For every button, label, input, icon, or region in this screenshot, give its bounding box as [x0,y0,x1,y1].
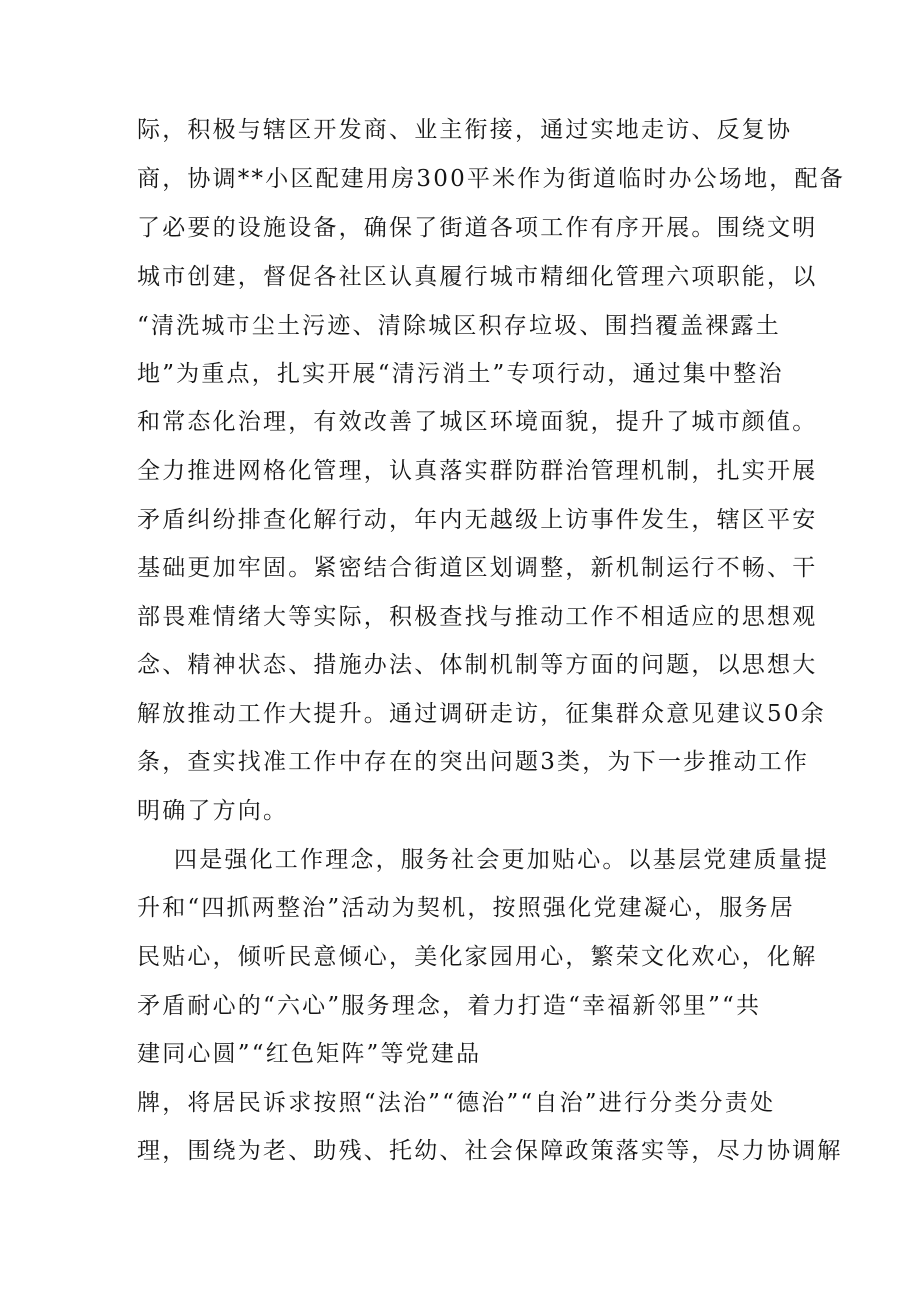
text-line: 升和“四抓两整治”活动为契机，按照强化党建凝心，服务居 [137,895,795,921]
text-line: 基础更加牢固。紧密结合街道区划调整，新机制运行不畅、干 [137,555,818,581]
text-line: 念、精神状态、措施办法、体制机制等方面的问题，以思想大 [137,652,818,678]
text-line: 矛盾耐心的“六心”服务理念，着力打造“幸福新邻里”“共 [137,993,762,1019]
text-line: 商，协调**小区配建用房300平米作为街道临时办公场地，配备 [137,166,845,192]
text-line: 建同心圆”“红色矩阵”等党建品 [137,1041,482,1067]
text-line: 了必要的设施设备，确保了街道各项工作有序开展。围绕文明 [137,215,818,241]
text-line: 解放推动工作大提升。通过调研走访，征集群众意见建议50余 [137,701,826,727]
text-line: “清洗城市尘土污迹、清除城区积存垃圾、围挡覆盖裸露土 [137,313,781,339]
text-line: 际，积极与辖区开发商、业主衔接，通过实地走访、反复协 [137,117,793,143]
text-line: 理，围绕为老、助残、托幼、社会保障政策落实等，尽力协调解 [137,1138,843,1164]
text-line: 全力推进网格化管理，认真落实群防群治管理机制，扎实开展 [137,458,818,484]
text-line: 民贴心，倾听民意倾心，美化家园用心，繁荣文化欢心，化解 [137,944,818,970]
text-line: 地”为重点，扎实开展“清污消土”专项行动，通过集中整治 [137,361,784,387]
text-line: 牌，将居民诉求按照“法治”“德治”“自治”进行分类分责处 [137,1090,776,1116]
text-line: 明确了方向。 [137,798,289,824]
paragraph-start-line: 四是强化工作理念，服务社会更加贴心。以基层党建质量提 [174,847,830,873]
text-line: 城市创建，督促各社区认真履行城市精细化管理六项职能，以 [137,264,818,290]
text-line: 部畏难情绪大等实际，积极查找与推动工作不相适应的思想观 [137,604,818,630]
text-line: 和常态化治理，有效改善了城区环境面貌，提升了城市颜值。 [137,409,818,435]
text-line: 条，查实找准工作中存在的突出问题3类，为下一步推动工作 [137,749,810,775]
text-line: 矛盾纠纷排查化解行动，年内无越级上访事件发生，辖区平安 [137,507,818,533]
